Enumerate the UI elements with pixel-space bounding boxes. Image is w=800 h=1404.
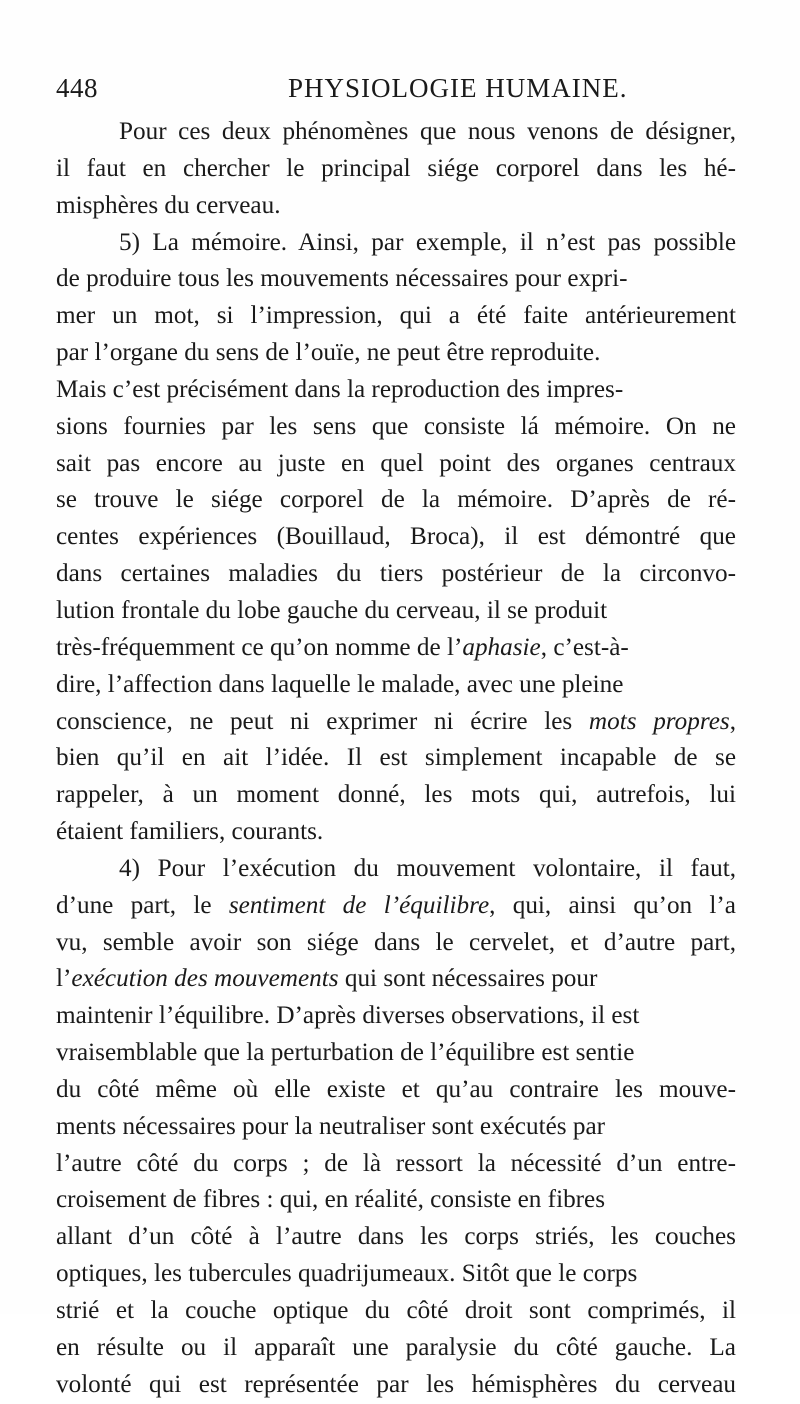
text-run: en résulte ou il apparaît une paralysie du côté gauche. La xyxy=(56,1333,736,1361)
text-line xyxy=(56,704,736,741)
text-run: sait pas encore au juste en quel point des organes centraux xyxy=(56,449,736,477)
text-run: Pour ces deux phénomènes que nous venons de désigner, xyxy=(119,118,736,145)
text-line xyxy=(56,1146,736,1183)
text-run: il faut en chercher le principal siége corporel dans les hé- xyxy=(56,154,736,182)
page-header xyxy=(56,68,736,108)
text-run: mer un mot, si l’impression, qui a été faite antérieurement xyxy=(56,302,736,330)
text-line xyxy=(56,151,736,188)
text-run: qui sont nécessaires pour xyxy=(338,965,598,993)
text-run: par l’organe du sens de l’ouïe, ne peut être reproduite. xyxy=(56,339,601,367)
text-line xyxy=(56,482,736,519)
text-line xyxy=(56,261,627,298)
text-line xyxy=(56,556,736,593)
text-line xyxy=(56,1330,736,1367)
text-run: du côté même où elle existe et qu’au contraire les mouve- xyxy=(56,1075,736,1103)
text-run: conscience, ne peut ni exprimer ni écrire les xyxy=(56,707,589,735)
text-line xyxy=(56,888,736,925)
text-run: vraisemblable que la perturbation de l’équilibre est sentie xyxy=(56,1039,635,1067)
page-number: 448 xyxy=(56,73,98,103)
text-line xyxy=(56,667,623,704)
running-head: PHYSIOLOGIE HUMAINE. xyxy=(288,73,628,103)
text-line xyxy=(56,225,736,262)
text-line xyxy=(56,114,736,151)
text-line xyxy=(56,593,607,630)
text-line xyxy=(56,1035,634,1072)
text-run: , qui, ainsi qu’on l’a xyxy=(489,891,736,919)
text-line xyxy=(56,961,597,998)
text-line xyxy=(56,519,736,556)
body-text xyxy=(56,114,798,1404)
text-run: très-fréquemment ce qu’on nomme de l’ xyxy=(56,633,463,661)
text-run: croisement de fibres : qui, en réalité, consiste en fibres xyxy=(56,1186,606,1214)
text-line xyxy=(56,740,736,777)
text-run: bien qu’il en ait l’idée. Il est simplement incapable de se xyxy=(56,744,736,772)
italic-term: exécution des mouvements xyxy=(71,965,339,993)
text-run: se trouve le siége corporel de la mémoire. D’après de ré- xyxy=(56,486,736,514)
text-run: ments nécessaires pour la neutraliser sont exécutés par xyxy=(56,1112,606,1140)
text-line xyxy=(56,814,323,851)
text-line xyxy=(56,630,629,667)
text-run: maintenir l’équilibre. D’après diverses observations, il est xyxy=(56,1002,640,1030)
text-run: , xyxy=(729,707,736,735)
text-line xyxy=(56,1219,736,1256)
text-run: l’autre côté du corps ; de là ressort la nécessité d’un entre- xyxy=(56,1149,736,1177)
text-run: misphères du cerveau. xyxy=(56,191,281,219)
text-line xyxy=(56,446,736,483)
text-line xyxy=(56,998,639,1035)
text-run: , c’est-à- xyxy=(540,633,629,661)
italic-term: mots propres xyxy=(588,707,730,735)
text-line xyxy=(56,188,281,225)
text-line xyxy=(56,925,736,962)
text-run: centes expériences (Bouillaud, Broca), il est démontré que xyxy=(56,523,736,551)
text-run: d’une part, le xyxy=(56,891,229,919)
text-run: sions fournies par les sens que consiste lá mémoire. On ne xyxy=(56,412,736,440)
text-line xyxy=(56,1182,605,1219)
text-run: strié et la couche optique du côté droit sont comprimés, il xyxy=(56,1297,736,1324)
text-run: rappeler, à un moment donné, les mots qui, autrefois, lui xyxy=(56,781,736,809)
text-run: volonté qui est représentée par les hémisphères du cerveau xyxy=(56,1370,736,1398)
text-run: Mais c’est précisément dans la reproduction des impres- xyxy=(56,375,624,403)
italic-term: aphasie xyxy=(462,633,541,661)
text-run: de produire tous les mouvements nécessaires pour expri- xyxy=(56,265,628,293)
text-line xyxy=(56,1256,637,1293)
text-line xyxy=(56,1367,736,1404)
text-line xyxy=(56,1072,736,1109)
text-run: optiques, les tubercules quadrijumeaux. Sitôt que le corps xyxy=(56,1260,638,1288)
text-line xyxy=(56,409,736,446)
text-line xyxy=(56,372,623,409)
text-run: vu, semble avoir son siége dans le cervelet, et d’autre part, xyxy=(56,928,736,956)
text-line xyxy=(56,298,736,335)
text-run: allant d’un côté à l’autre dans les corps striés, les couches xyxy=(56,1223,736,1251)
text-run: l’ xyxy=(56,965,72,993)
text-line xyxy=(56,335,600,372)
text-line xyxy=(56,1293,736,1330)
text-line xyxy=(56,777,736,814)
text-line xyxy=(56,851,736,888)
text-line xyxy=(56,1109,605,1146)
text-run: lution frontale du lobe gauche du cerveau, il se produit xyxy=(56,596,608,624)
text-run: dire, l’affection dans laquelle le malade, avec une pleine xyxy=(56,670,624,698)
italic-term: sentiment de l’équilibre xyxy=(228,891,490,919)
text-run: étaient familiers, courants. xyxy=(56,818,324,846)
text-run: 4) Pour l’exécution du mouvement volontaire, il faut, xyxy=(119,854,736,882)
text-run: dans certaines maladies du tiers postérieur de la circonvo- xyxy=(56,560,736,588)
text-run: 5) La mémoire. Ainsi, par exemple, il n’est pas possible xyxy=(119,228,736,256)
